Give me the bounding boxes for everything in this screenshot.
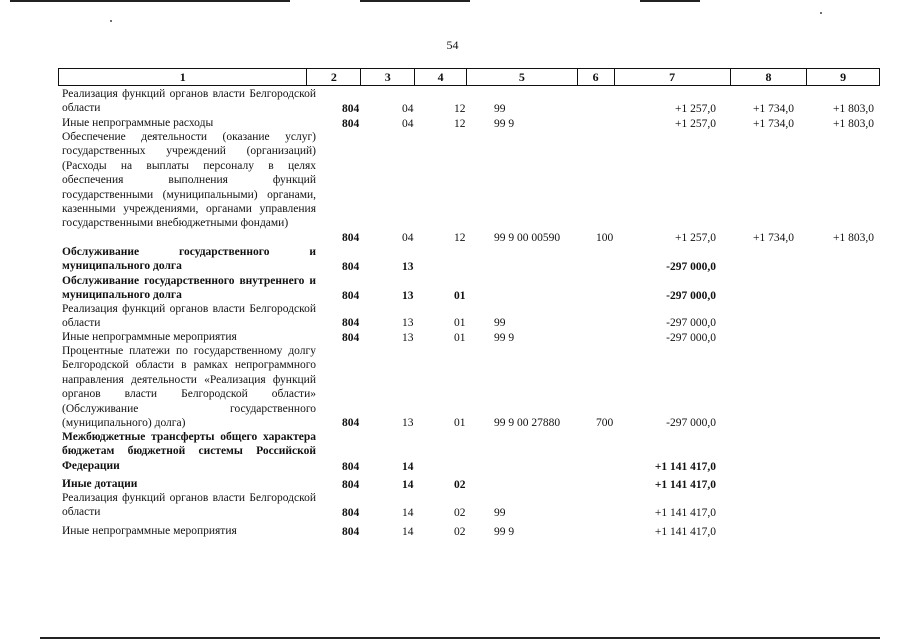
cell-ks: 804 <box>342 478 360 491</box>
column-header: 6 <box>577 69 614 85</box>
cell-sum-col7: -297 000,0 <box>666 331 716 344</box>
cell-rz: 14 <box>402 506 414 519</box>
cell-pr: 02 <box>454 506 466 519</box>
row-name: Иные непрограммные мероприятия <box>62 331 237 343</box>
scan-border-top-right <box>640 0 700 2</box>
cell-pr: 01 <box>454 416 466 429</box>
column-header: 1 <box>179 70 186 84</box>
column-header: 3 <box>360 69 414 85</box>
row-name: Реализация функций органов власти Белгородской области <box>62 492 316 519</box>
table-row <box>58 87 880 116</box>
cell-pr: 01 <box>454 289 466 302</box>
row-name: Обеспечение деятельности (оказание услуг) государственных учреждений (организаций) (Расходы на выплаты персоналу в целях обеспечения выполнения функций государственными (муниципальными) органами, казенными учреждениями, органами управления государственными внебюджетными фондами) <box>62 131 316 230</box>
row-name: Обслуживание государственного внутреннего и муниципального долга <box>62 275 316 302</box>
column-header: 9 <box>806 69 879 85</box>
cell-vr: 100 <box>596 231 614 244</box>
cell-sum-col7: +1 141 417,0 <box>654 525 716 538</box>
cell-sum-col7: -297 000,0 <box>666 289 716 302</box>
cell-sum-col7: -297 000,0 <box>666 316 716 329</box>
row-name: Иные непрограммные расходы <box>62 117 214 129</box>
cell-pr: 01 <box>454 316 466 329</box>
cell-ks: 804 <box>342 102 360 115</box>
cell-sum-col7: +1 141 417,0 <box>654 478 716 491</box>
cell-sum-col8: +1 734,0 <box>753 231 794 244</box>
row-name: Обслуживание государственного и муниципального долга <box>62 246 316 273</box>
cell-pr: 12 <box>454 117 466 130</box>
scan-speck <box>820 12 822 14</box>
cell-rz: 14 <box>402 460 414 473</box>
cell-ks: 804 <box>342 460 360 473</box>
cell-ks: 804 <box>342 525 360 538</box>
cell-sum-col7: -297 000,0 <box>666 416 716 429</box>
cell-ks: 804 <box>342 331 360 344</box>
cell-rz: 13 <box>402 316 414 329</box>
cell-rz: 04 <box>402 102 414 115</box>
page-number: 54 <box>446 38 459 52</box>
cell-sum-col9: +1 803,0 <box>833 231 874 244</box>
cell-rz: 14 <box>402 478 414 491</box>
cell-pr: 01 <box>454 331 466 344</box>
scan-speck <box>110 20 112 22</box>
cell-sum-col7: +1 257,0 <box>675 102 716 115</box>
table-row <box>58 524 880 539</box>
row-name: Иные дотации <box>62 478 138 490</box>
table-row <box>58 430 880 474</box>
row-name: Реализация функций органов власти Белгородской области <box>62 303 316 330</box>
cell-sum-col7: +1 257,0 <box>675 231 716 244</box>
scan-border-top-mid <box>360 0 470 2</box>
cell-rz: 04 <box>402 231 414 244</box>
table-row <box>58 491 880 520</box>
cell-cs: 99 9 <box>494 117 515 130</box>
table-row <box>58 330 880 345</box>
row-name: Реализация функций органов власти Белгородской области <box>62 88 316 115</box>
cell-rz: 13 <box>402 260 414 273</box>
cell-cs: 99 <box>494 316 506 329</box>
cell-ks: 804 <box>342 117 360 130</box>
column-header: 2 <box>306 69 360 85</box>
cell-cs: 99 9 00 27880 <box>494 416 561 429</box>
column-header: 8 <box>730 69 807 85</box>
cell-sum-col7: +1 257,0 <box>675 117 716 130</box>
cell-rz: 14 <box>402 525 414 538</box>
column-header: 7 <box>614 69 730 85</box>
cell-ks: 804 <box>342 416 360 429</box>
cell-sum-col7: -297 000,0 <box>666 260 716 273</box>
cell-cs: 99 9 <box>494 525 515 538</box>
column-header: 5 <box>466 69 577 85</box>
column-header: 4 <box>414 69 466 85</box>
table-row <box>58 477 880 492</box>
cell-pr: 02 <box>454 478 466 491</box>
cell-ks: 804 <box>342 260 360 273</box>
cell-rz: 13 <box>402 331 414 344</box>
cell-pr: 02 <box>454 525 466 538</box>
cell-ks: 804 <box>342 316 360 329</box>
cell-sum-col9: +1 803,0 <box>833 102 874 115</box>
table-row <box>58 274 880 303</box>
cell-pr: 12 <box>454 102 466 115</box>
cell-vr: 700 <box>596 416 614 429</box>
scan-border-bottom <box>40 637 880 639</box>
cell-ks: 804 <box>342 231 360 244</box>
cell-ks: 804 <box>342 289 360 302</box>
scan-border-top-left <box>10 0 290 2</box>
row-name: Межбюджетные трансферты общего характера бюджетам бюджетной системы Российской Федерации <box>62 431 316 472</box>
cell-pr: 12 <box>454 231 466 244</box>
cell-rz: 04 <box>402 117 414 130</box>
cell-sum-col8: +1 734,0 <box>753 102 794 115</box>
cell-sum-col7: +1 141 417,0 <box>654 460 716 473</box>
cell-cs: 99 9 <box>494 331 515 344</box>
table-row <box>58 245 880 274</box>
cell-cs: 99 <box>494 102 506 115</box>
cell-sum-col7: +1 141 417,0 <box>654 506 716 519</box>
table-header <box>58 68 880 86</box>
cell-cs: 99 <box>494 506 506 519</box>
table-row <box>58 302 880 330</box>
cell-rz: 13 <box>402 289 414 302</box>
cell-ks: 804 <box>342 506 360 519</box>
row-name: Процентные платежи по государственному долгу Белгородской области в рамках непрограммного направления деятельности «Реализация функций органов власти Белгородской области» (Обслуживание государственного (муниципального) долга) <box>62 345 316 430</box>
table-row <box>58 116 880 131</box>
table-row <box>58 344 880 430</box>
cell-sum-col9: +1 803,0 <box>833 117 874 130</box>
cell-cs: 99 9 00 00590 <box>494 231 561 244</box>
cell-sum-col8: +1 734,0 <box>753 117 794 130</box>
row-name: Иные непрограммные мероприятия <box>62 525 237 537</box>
table-row <box>58 130 880 245</box>
cell-rz: 13 <box>402 416 414 429</box>
